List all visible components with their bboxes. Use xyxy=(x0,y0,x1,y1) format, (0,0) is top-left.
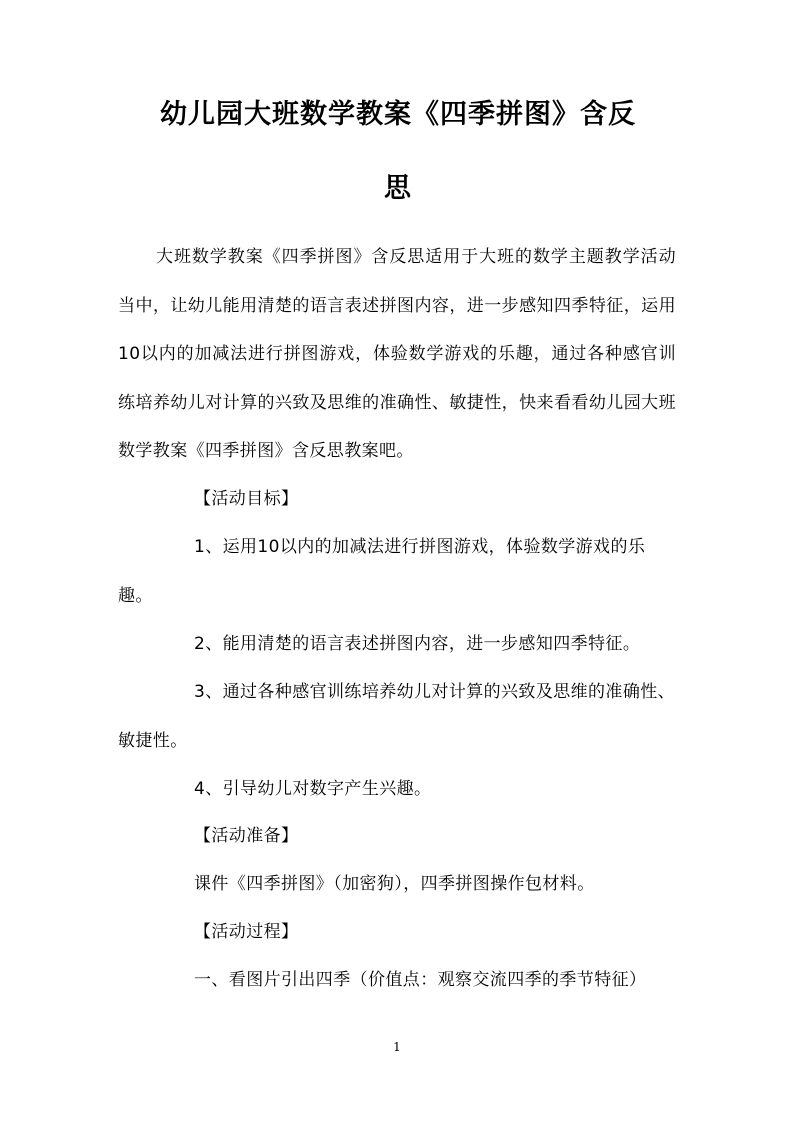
intro-paragraph: 大班数学教案《四季拼图》含反思适用于大班的数学主题教学活动当中，让幼儿能用清楚的语言表述拼图内容，进一步感知四季特征，运用10以内的加减法进行拼图游戏，体验数学游戏的乐趣，通过各种感官训练培养幼儿对计算的兴致及思维的准确性、敏捷性，快来看看幼儿园大班数学教案《四季拼图》含反思教案吧。 xyxy=(118,247,676,461)
process-step-1: 一、看图片引出四季（价值点：观察交流四季的季节特征） xyxy=(194,970,647,990)
page-number: 1 xyxy=(393,1040,401,1054)
section-heading-goals: 【活动目标】 xyxy=(194,489,299,509)
goal-item-2: 2、能用清楚的语言表述拼图内容，进一步感知四季特征。 xyxy=(194,634,641,654)
goal-item-1: 1、运用10以内的加减法进行拼图游戏，体验数学游戏的乐趣。 xyxy=(118,537,646,606)
section-heading-preparation: 【活动准备】 xyxy=(194,826,299,846)
section-heading-process: 【活动过程】 xyxy=(194,922,299,942)
goal-item-4: 4、引导幼儿对数字产生兴趣。 xyxy=(194,779,432,799)
document-title-line-1: 幼儿园大班数学教案《四季拼图》含反 xyxy=(160,99,636,130)
document-title-line-2: 思 xyxy=(384,173,412,204)
goal-item-3: 3、通过各种感官训练培养幼儿对计算的兴致及思维的准确性、敏捷性。 xyxy=(118,682,676,751)
preparation-text: 课件《四季拼图》（加密狗），四季拼图操作包材料。 xyxy=(194,874,595,894)
